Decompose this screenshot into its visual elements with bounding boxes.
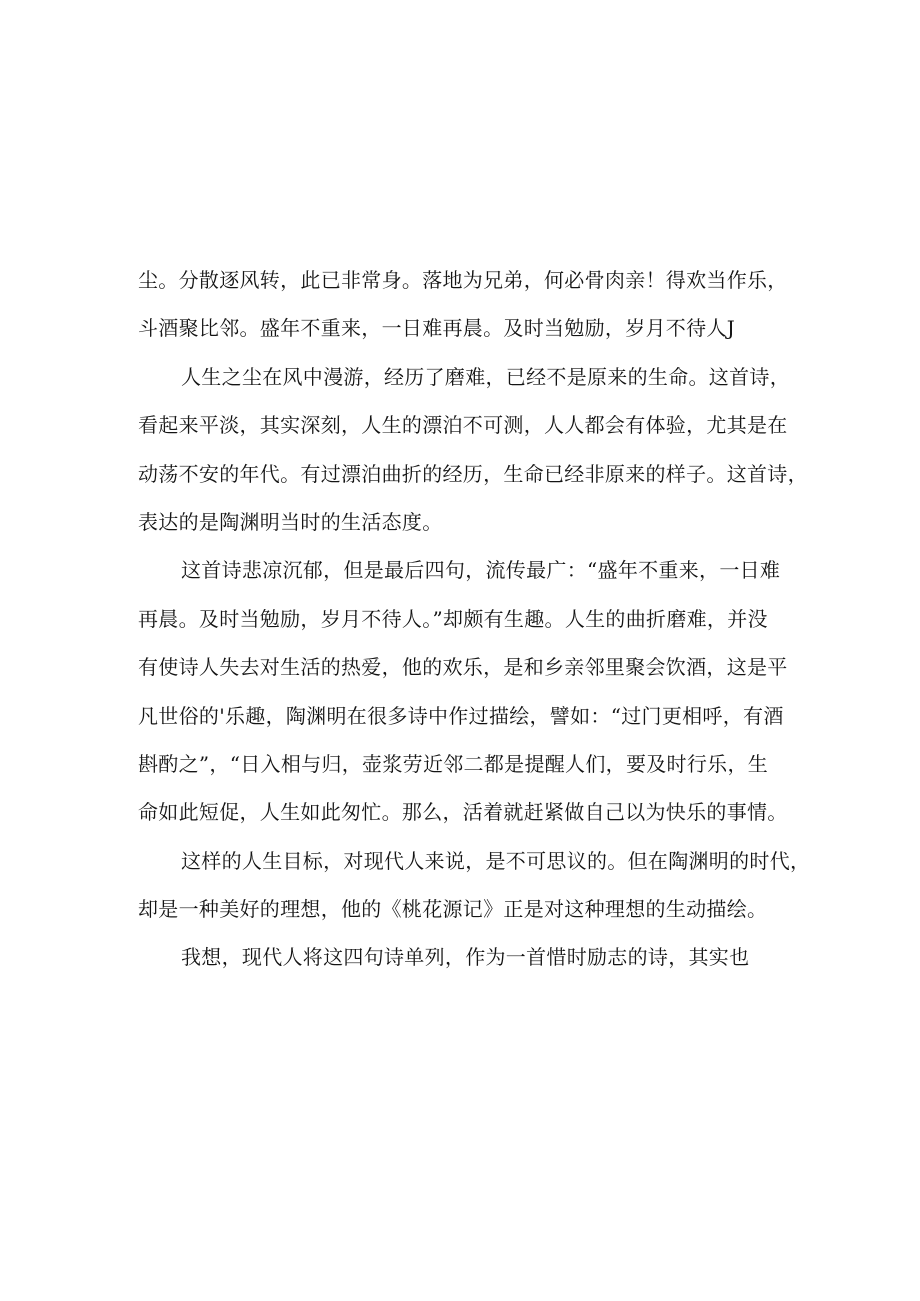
text-line: 表达的是陶渊明当时的生活态度。 — [138, 509, 443, 534]
text-line: 斗酒聚比邻。盛年不重来，一日难再晨。及时当勉励，岁月不待人J — [138, 316, 736, 341]
text-line: 有使诗人失去对生活的热爱，他的欢乐，是和乡亲邻里聚会饮酒，这是平 — [138, 655, 788, 680]
text-line: 动荡不安的年代。有过漂泊曲折的经历，生命已经非原来的样子。这首诗， — [138, 461, 808, 486]
document-body — [138, 256, 811, 982]
paragraph-life-dust — [138, 353, 808, 547]
text-line: 看起来平淡，其实深刻，人生的漂泊不可测，人人都会有体验，尤其是在 — [138, 413, 788, 438]
paragraph-last-four-lines — [138, 546, 798, 836]
text-line: 这样的人生目标，对现代人来说，是不可思议的。但在陶渊明的时代， — [181, 848, 811, 873]
text-line: 人生之尘在风中漫游，经历了磨难，已经不是原来的生命。这首诗， — [181, 364, 790, 389]
text-line: 再晨。及时当勉励，岁月不待人。”却颇有生趣。人生的曲折磨难，并没 — [138, 606, 768, 631]
text-line: 斟酌之”，“日入相与归，壶浆劳近邻二都是提醒人们，要及时行乐，生 — [138, 751, 769, 776]
paragraph-modern-reading — [138, 933, 798, 981]
text-line: 这首诗悲凉沉郁，但是最后四句，流传最广：“盛年不重来，一日难 — [181, 558, 781, 583]
text-line: 我想，现代人将这四句诗单列，作为一首惜时励志的诗，其实也 — [181, 945, 750, 970]
paragraph-life-goal — [138, 837, 811, 934]
text-line: 命如此短促，人生如此匆忙。那么，活着就赶紧做自己以为快乐的事情。 — [138, 800, 788, 825]
text-line: 尘。分散逐风转，此已非常身。落地为兄弟，何必骨肉亲！得欢当作乐， — [138, 268, 788, 292]
text-line: 凡世俗的'乐趣，陶渊明在很多诗中作过描绘，譬如：“过门更相呼，有酒 — [138, 703, 784, 728]
paragraph-poem-ending — [138, 256, 798, 353]
text-line: 却是一种美好的理想，他的《桃花源记》正是对这种理想的生动描绘。 — [138, 897, 768, 922]
